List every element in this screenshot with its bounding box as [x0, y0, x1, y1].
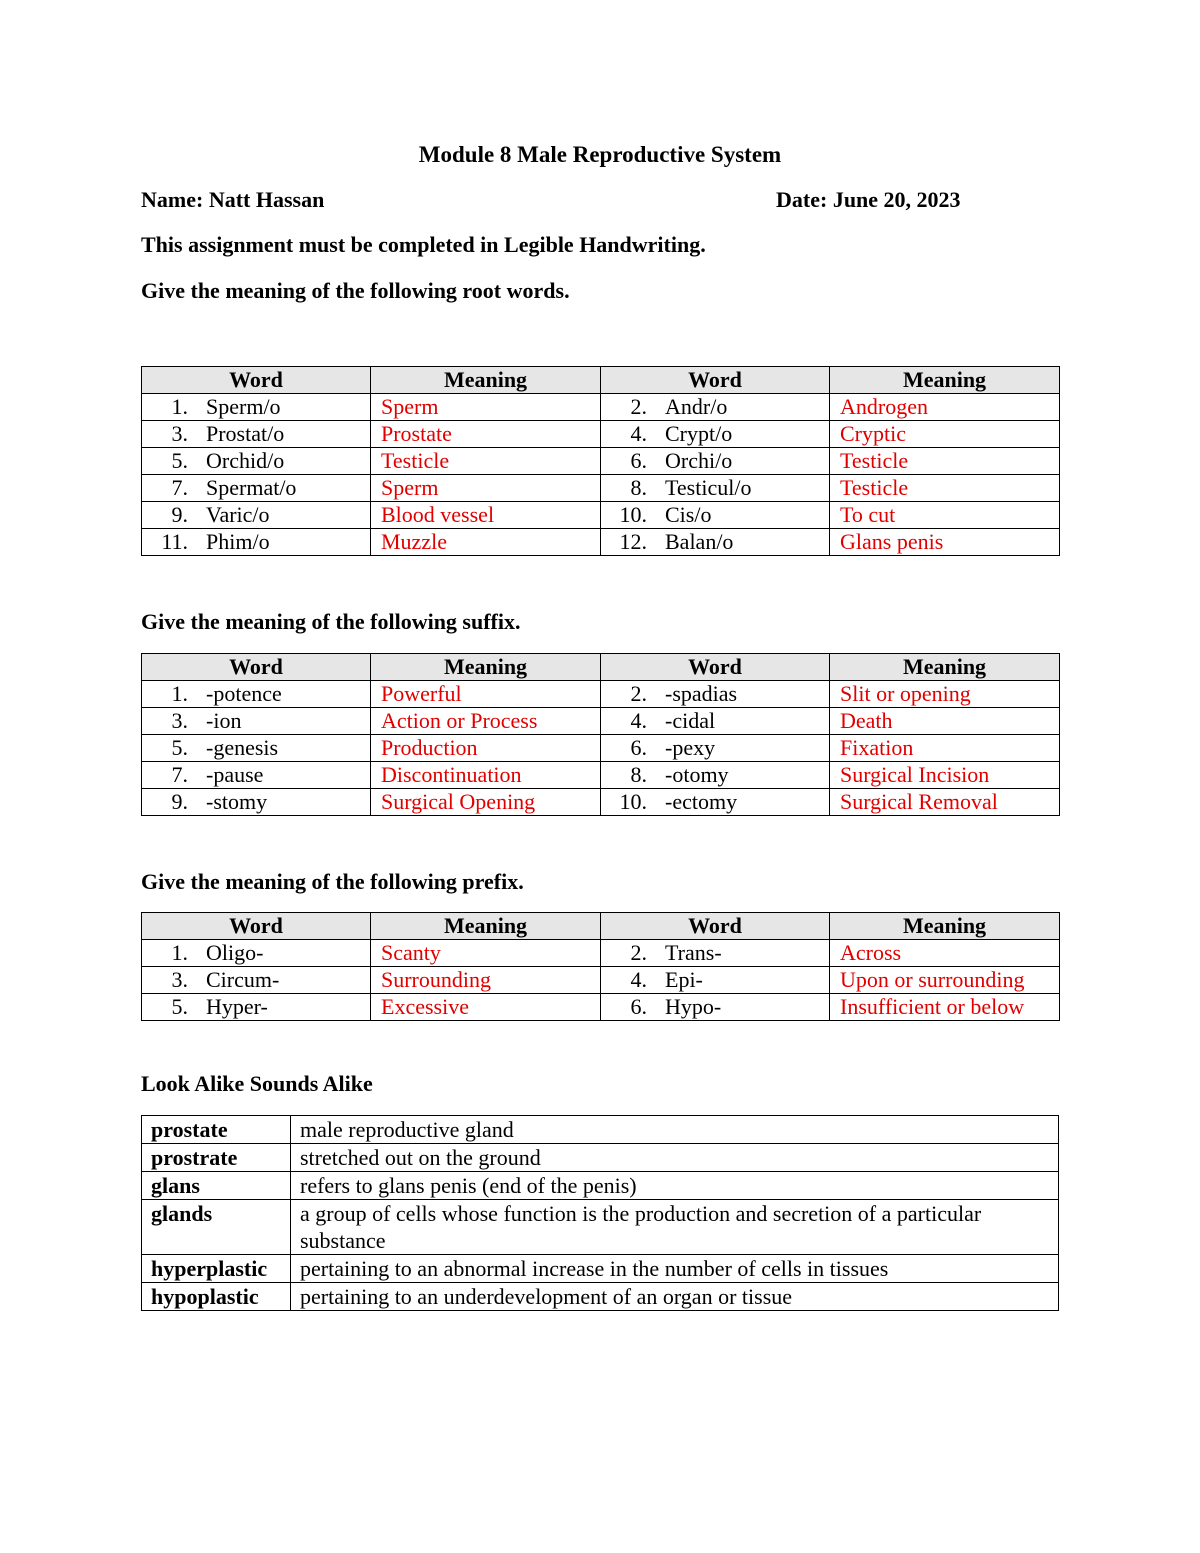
header-row — [142, 367, 1060, 394]
word-text: Circum- — [206, 967, 280, 992]
instruction-text: This assignment must be completed in Legible Handwriting. — [141, 232, 706, 257]
table-row — [142, 789, 1060, 816]
meaning-cell: Surgical Incision — [830, 762, 1060, 789]
meaning-cell: Testicle — [830, 448, 1060, 475]
word-text: Orchid/o — [206, 448, 285, 473]
table-row — [142, 502, 1060, 529]
item-number: 9. — [171, 502, 188, 527]
word-text: -potence — [206, 681, 282, 706]
word-cell — [601, 421, 830, 448]
meaning-cell: Surgical Opening — [371, 789, 601, 816]
item-number: 7. — [171, 762, 188, 787]
column-header: Word — [142, 367, 371, 394]
word-cell — [601, 681, 830, 708]
name-value: Natt Hassan — [208, 187, 325, 212]
suffix-heading: Give the meaning of the following suffix. — [141, 609, 521, 634]
item-number: 1. — [171, 940, 188, 965]
word-text: Epi- — [665, 967, 703, 992]
word-text: Balan/o — [665, 529, 734, 554]
word-cell — [601, 448, 830, 475]
word-text: Andr/o — [665, 394, 728, 419]
word-text: -pexy — [665, 735, 716, 760]
word-text: Sperm/o — [206, 394, 281, 419]
suffix-table — [141, 653, 1060, 816]
definition-cell: stretched out on the ground — [291, 1144, 1059, 1172]
word-cell — [601, 967, 830, 994]
term-cell: glans — [142, 1172, 291, 1200]
meaning-cell: Muzzle — [371, 529, 601, 556]
meaning-cell: Discontinuation — [371, 762, 601, 789]
item-number: 10. — [619, 502, 647, 527]
item-number: 10. — [619, 789, 647, 814]
item-number: 3. — [171, 421, 188, 446]
meaning-cell: Production — [371, 735, 601, 762]
table-row — [142, 994, 1060, 1021]
word-cell — [142, 735, 371, 762]
word-cell — [601, 394, 830, 421]
column-header: Meaning — [371, 654, 601, 681]
meaning-cell: Cryptic — [830, 421, 1060, 448]
table-row — [142, 1116, 1059, 1144]
word-cell — [142, 967, 371, 994]
item-number: 7. — [171, 475, 188, 500]
word-cell — [601, 708, 830, 735]
column-header: Word — [601, 367, 830, 394]
table-row — [142, 1255, 1059, 1283]
item-number: 2. — [630, 394, 647, 419]
word-cell — [142, 502, 371, 529]
prefix-heading: Give the meaning of the following prefix. — [141, 869, 524, 894]
word-cell — [601, 940, 830, 967]
item-number: 5. — [171, 735, 188, 760]
word-text: Testicul/o — [665, 475, 752, 500]
word-cell — [601, 502, 830, 529]
lasa-table — [141, 1115, 1059, 1311]
word-cell — [142, 994, 371, 1021]
meaning-cell: Across — [830, 940, 1060, 967]
item-number: 6. — [630, 448, 647, 473]
table-row — [142, 735, 1060, 762]
word-cell — [142, 529, 371, 556]
table-row — [142, 762, 1060, 789]
meaning-cell: Surrounding — [371, 967, 601, 994]
date-line — [776, 187, 961, 213]
word-text: -ion — [206, 708, 242, 733]
word-cell — [601, 994, 830, 1021]
word-cell — [142, 789, 371, 816]
table-row — [142, 967, 1060, 994]
meaning-cell: Blood vessel — [371, 502, 601, 529]
table-row — [142, 529, 1060, 556]
table-row — [142, 1283, 1059, 1311]
name-line — [141, 187, 324, 213]
table-row — [142, 475, 1060, 502]
item-number: 4. — [630, 421, 647, 446]
word-cell — [142, 448, 371, 475]
table-row — [142, 681, 1060, 708]
meaning-cell: Action or Process — [371, 708, 601, 735]
item-number: 1. — [171, 394, 188, 419]
item-number: 11. — [161, 529, 188, 554]
item-number: 8. — [630, 762, 647, 787]
meaning-cell: Surgical Removal — [830, 789, 1060, 816]
header-row — [142, 654, 1060, 681]
word-cell — [142, 394, 371, 421]
item-number: 2. — [630, 940, 647, 965]
date-value: June 20, 2023 — [832, 187, 961, 212]
word-cell — [142, 475, 371, 502]
meaning-cell: Sperm — [371, 394, 601, 421]
meaning-cell: Scanty — [371, 940, 601, 967]
page-title: Module 8 Male Reproductive System — [418, 142, 782, 167]
item-number: 6. — [630, 994, 647, 1019]
item-number: 8. — [630, 475, 647, 500]
item-number: 3. — [171, 708, 188, 733]
column-header: Word — [142, 913, 371, 940]
word-text: Crypt/o — [665, 421, 733, 446]
table-row — [142, 940, 1060, 967]
name-label: Name: — [141, 187, 204, 212]
meaning-cell: Insufficient or below — [830, 994, 1060, 1021]
term-cell: glands — [142, 1200, 291, 1255]
term-cell: prostrate — [142, 1144, 291, 1172]
meaning-cell: Death — [830, 708, 1060, 735]
definition-cell: male reproductive gland — [291, 1116, 1059, 1144]
column-header: Meaning — [830, 654, 1060, 681]
meaning-cell: Upon or surrounding — [830, 967, 1060, 994]
meaning-cell: Fixation — [830, 735, 1060, 762]
table-row — [142, 708, 1060, 735]
header-row — [142, 913, 1060, 940]
meaning-cell: Excessive — [371, 994, 601, 1021]
word-text: -cidal — [665, 708, 716, 733]
word-text: Cis/o — [665, 502, 712, 527]
word-text: -otomy — [665, 762, 729, 787]
term-cell: prostate — [142, 1116, 291, 1144]
meaning-cell: Powerful — [371, 681, 601, 708]
word-cell — [142, 762, 371, 789]
word-cell — [142, 681, 371, 708]
table-row — [142, 1200, 1059, 1255]
word-text: Hyper- — [206, 994, 268, 1019]
table-row — [142, 394, 1060, 421]
definition-cell: pertaining to an underdevelopment of an organ or tissue — [291, 1283, 1059, 1311]
definition-cell: pertaining to an abnormal increase in the number of cells in tissues — [291, 1255, 1059, 1283]
word-cell — [601, 735, 830, 762]
roots-table — [141, 366, 1060, 556]
meaning-cell: Testicle — [371, 448, 601, 475]
item-number: 5. — [171, 994, 188, 1019]
table-row — [142, 448, 1060, 475]
definition-cell: a group of cells whose function is the production and secretion of a particular substance — [291, 1200, 1059, 1255]
word-cell — [601, 762, 830, 789]
item-number: 5. — [171, 448, 188, 473]
word-cell — [142, 421, 371, 448]
date-label: Date: — [776, 187, 828, 212]
word-cell — [601, 529, 830, 556]
definition-cell: refers to glans penis (end of the penis) — [291, 1172, 1059, 1200]
term-cell: hyperplastic — [142, 1255, 291, 1283]
prefix-table — [141, 912, 1060, 1021]
meaning-cell: To cut — [830, 502, 1060, 529]
item-number: 3. — [171, 967, 188, 992]
word-cell — [601, 789, 830, 816]
table-row — [142, 421, 1060, 448]
word-text: Hypo- — [665, 994, 722, 1019]
item-number: 1. — [171, 681, 188, 706]
word-cell — [142, 940, 371, 967]
meaning-cell: Glans penis — [830, 529, 1060, 556]
column-header: Meaning — [371, 913, 601, 940]
word-text: Oligo- — [206, 940, 264, 965]
word-text: Orchi/o — [665, 448, 733, 473]
word-cell — [601, 475, 830, 502]
meaning-cell: Androgen — [830, 394, 1060, 421]
lasa-heading: Look Alike Sounds Alike — [141, 1071, 373, 1096]
column-header: Word — [601, 913, 830, 940]
item-number: 12. — [619, 529, 647, 554]
column-header: Word — [601, 654, 830, 681]
item-number: 4. — [630, 708, 647, 733]
column-header: Word — [142, 654, 371, 681]
table-row — [142, 1172, 1059, 1200]
meaning-cell: Slit or opening — [830, 681, 1060, 708]
meaning-cell: Sperm — [371, 475, 601, 502]
column-header: Meaning — [830, 367, 1060, 394]
word-text: -ectomy — [665, 789, 738, 814]
column-header: Meaning — [830, 913, 1060, 940]
item-number: 2. — [630, 681, 647, 706]
item-number: 6. — [630, 735, 647, 760]
word-text: Varic/o — [206, 502, 270, 527]
word-text: Phim/o — [206, 529, 270, 554]
word-text: Spermat/o — [206, 475, 297, 500]
roots-heading: Give the meaning of the following root words. — [141, 278, 570, 303]
word-text: -spadias — [665, 681, 738, 706]
word-text: Trans- — [665, 940, 722, 965]
word-text: -pause — [206, 762, 264, 787]
word-text: -stomy — [206, 789, 268, 814]
term-cell: hypoplastic — [142, 1283, 291, 1311]
item-number: 4. — [630, 967, 647, 992]
meaning-cell: Prostate — [371, 421, 601, 448]
word-text: Prostat/o — [206, 421, 285, 446]
column-header: Meaning — [371, 367, 601, 394]
item-number: 9. — [171, 789, 188, 814]
word-text: -genesis — [206, 735, 279, 760]
word-cell — [142, 708, 371, 735]
meaning-cell: Testicle — [830, 475, 1060, 502]
table-row — [142, 1144, 1059, 1172]
